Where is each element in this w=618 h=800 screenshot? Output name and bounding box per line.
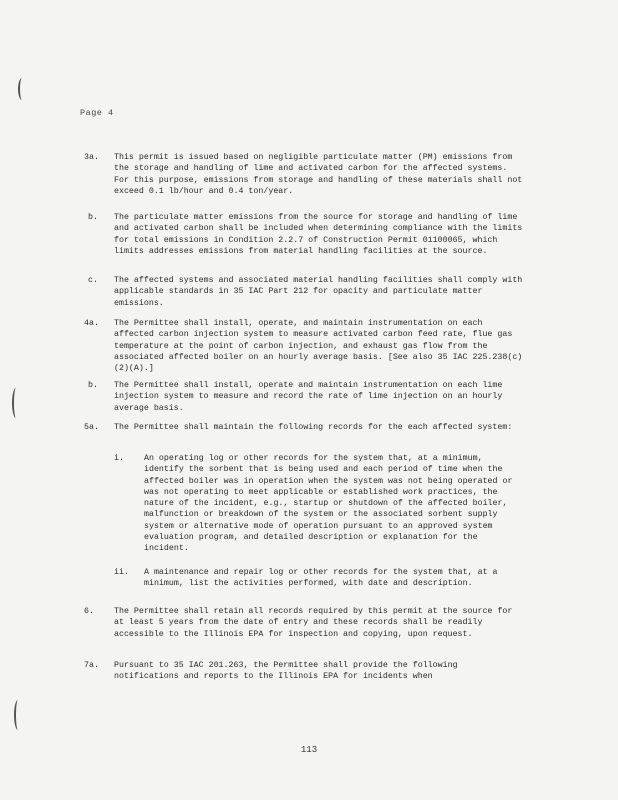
scan-margin-mark <box>18 78 26 100</box>
paragraph-number: b. <box>88 213 98 222</box>
page-header: Page 4 <box>80 108 114 118</box>
scan-margin-mark <box>12 388 20 418</box>
paragraph-text: Pursuant to 35 IAC 201.263, the Permittee shall provide the following notifications and reports to the Illinois EPA for incidents when <box>114 661 458 682</box>
paragraph-text: This permit is issued based on negligible particulate matter (PM) emissions from the storage and handling of lime and activated carbon for the affected systems. For this purpose, emissions from storage and handling of these materials shall not exceed 0.1 lb/hour and 0.4 ton/year. <box>114 153 523 196</box>
paragraph-number: c. <box>88 276 98 285</box>
paragraph-number: 7a. <box>84 661 99 670</box>
scan-margin-mark <box>14 700 22 730</box>
paragraph-number: 3a. <box>84 153 99 162</box>
page-number: 113 <box>300 745 318 755</box>
paragraph-text: The particulate matter emissions from the source for storage and handling of lime and activated carbon shall be included when determining compliance with the limits for total emissions in Condition 2.2.7 of Construction Permit 01100065, which limits addresses emissions from material handling facilities at the source. <box>114 213 523 256</box>
paragraph-number: 6. <box>84 607 94 616</box>
paragraph-text: The Permittee shall install, operate, and maintain instrumentation on each affected carbon injection system to measure activated carbon feed rate, flue gas temperature at the point of carbon injection, and exhaust gas flow from the associated affected boiler on an hourly average basis. [See also 35 IAC 225.238(c)(2)(A).] <box>114 319 523 374</box>
paragraph-number: b. <box>88 381 98 390</box>
paragraph-text: The Permittee shall retain all records required by this permit at the source for at least 5 years from the date of entry and these records shall be readily accessible to the Illinois EPA for inspection and copying, upon request. <box>114 607 513 639</box>
subitem-text: An operating log or other records for the system that, at a minimum, identify the sorbent that is being used and each period of time when the affected boiler was in operation when the system was not being operated or was not operating to meet applicable or established work practices, the nature of the incident, e.g., startup or shutdown of the affected boiler, malfunction or breakdown of the system or the associated sorbent supply system or alternative mode of operation pursuant to an approved system evaluation program, and detailed description or explanation for the incident. <box>144 454 513 554</box>
paragraph-number: 4a. <box>84 319 99 328</box>
paragraph-text: The Permittee shall install, operate and maintain instrumentation on each lime injection system to measure and record the rate of lime injection on an hourly average basis. <box>114 381 503 413</box>
subitem-text: A maintenance and repair log or other records for the system that, at a minimum, list the activities performed, with date and description. <box>144 568 498 589</box>
subitem-number: ii. <box>114 568 129 577</box>
paragraph-text: The affected systems and associated material handling facilities shall comply with applicable standards in 35 IAC Part 212 for opacity and particulate matter emissions. <box>114 276 523 308</box>
paragraph-number: 5a. <box>84 423 99 432</box>
paragraph-text: The Permittee shall maintain the following records for the each affected system: <box>114 423 513 432</box>
subitem-number: i. <box>114 454 124 463</box>
